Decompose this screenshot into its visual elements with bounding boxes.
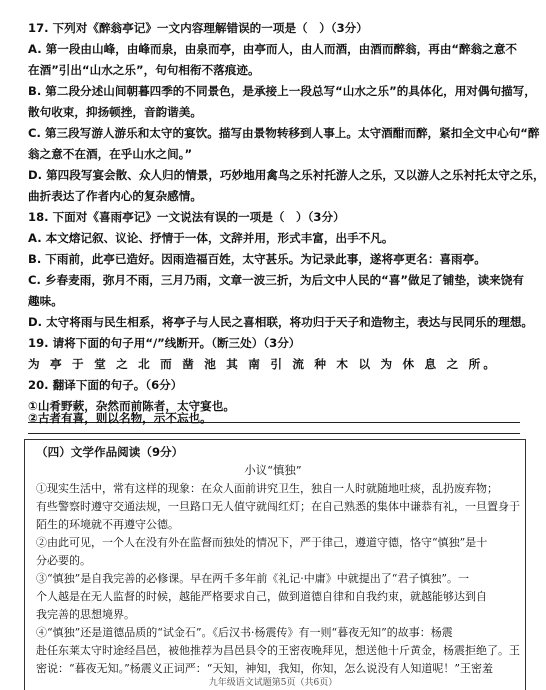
- q18-stem: 18. 下面对《喜雨亭记》一文说法有误的一项是（ ）（3分）: [28, 210, 345, 224]
- q19-stem: 19. 请将下面的句子用“/”线断开。（断三处）（3分）: [28, 336, 301, 350]
- q20-stem: 20. 翻译下面的句子。（6分）: [28, 378, 183, 392]
- q18-option-c-line1: C. 乡春麦雨，弥月不雨，三月乃雨，文章一波三折，为后文中人民的“喜”做足了铺垫，读来饶有: [28, 273, 524, 287]
- page-footer: 九年级语文试题第5页（共6页）: [208, 678, 338, 688]
- q17-option-a-line2: 在酒”引出“山水之乐”，句句相衔不落痕迹。: [28, 63, 260, 77]
- q17-option-b-line1: B. 第二段分述山间朝暮四季的不同景色，是承接上一段总写“山水之乐”的具体化，用对偶句描写，: [28, 84, 536, 98]
- q18-option-b: B. 下雨前，此亭已造好。因雨造福百姓，太守甚乐。为记录此事，遂将亭更名：喜雨亭。: [28, 252, 486, 266]
- article-p1-line3: 陌生的环境就不再遵守公德。: [36, 518, 179, 531]
- q17-option-b-line2: 散句收束，抑扬顿挫，音韵谐美。: [28, 105, 202, 119]
- q18-option-a: A. 本文熔记叙、议论、抒情于一体，文辞并用，形式丰富，出手不凡。: [28, 231, 394, 245]
- answer-line-2: [28, 433, 520, 434]
- q17-option-c-line2: 翁之意不在酒，在乎山水之间。”: [28, 147, 193, 161]
- q18-option-c-line2: 趣味。: [28, 294, 63, 308]
- q17-option-a-line1: A. 第一段由山峰，由峰而泉，由泉而亭，由亭而人，由人而酒，由酒而醉翁，再由“醉翁之意不: [28, 42, 518, 56]
- article-p3-line1: ③“慎独”是自我完善的必修课。早在两千多年前《礼记·中庸》中就提出了“君子慎独”。一: [36, 572, 469, 585]
- q17-option-d-line1: D. 第四段写宴会散、众人归的情景，巧妙地用禽鸟之乐衬托游人之乐，又以游人之乐衬托太守之乐，: [28, 168, 545, 182]
- q17-option-d-line2: 曲折表达了作者内心的复杂感情。: [28, 189, 202, 203]
- article-p4-line1: ④“慎独”还是道德品质的“试金石”。《后汉书·杨震传》有一则“暮夜无知”的故事：杨震: [36, 626, 453, 639]
- article-title: 小议“慎独”: [244, 463, 302, 477]
- q18-option-d: D. 太守将雨与民生相系，将亭子与人民之喜相联，将功归于天子和造物主，表达与民同乐的理想。: [28, 315, 534, 329]
- article-p4-line3: 密说：“暮夜无知。”杨震义正词严：“天知，神知，我知，你知，怎么说没有人知道呢！”王密羞: [36, 662, 493, 675]
- section4-heading: （四）文学作品阅读（9分）: [36, 445, 184, 459]
- q17-stem: 17. 下列对《醉翁亭记》一文内容理解错误的一项是（ ）（3分）: [28, 21, 368, 35]
- article-p2-line1: ②由此可见，一个人在没有外在监督而独处的情况下，严于律己，遵道守德，恪守“慎独”是十: [36, 536, 488, 549]
- article-p2-line2: 分必要的。: [36, 554, 91, 567]
- article-p3-line3: 我完善的思想境界。: [36, 608, 135, 621]
- article-p1-line2: 有些警察时遵守交通法规，一旦路口无人值守就闯红灯；在自己熟悉的集体中谦恭有礼，一旦置身于: [36, 500, 520, 513]
- q19-sentence: 为 亭 于 堂 之 北 而 凿 池 其 南 引 流 种 木 以 为 休 息 之 所。: [28, 357, 499, 371]
- article-p1-line1: ①现实生活中，常有这样的现象：在众人面前讲究卫生，独自一人时就随地吐痰，乱扔废弃物；: [36, 482, 498, 495]
- q17-option-c-line1: C. 第三段写游人游乐和太守的宴饮。描写由景物转移到人事上。太守酒酣而醉，紧扣全文中心句“醉: [28, 126, 540, 140]
- q20-item-1: ①山肴野蔌，杂然而前陈者，太守宴也。: [28, 399, 235, 413]
- article-p4-line2: 赴任东莱太守时途经昌邑，被他推荐为昌邑县令的王密夜晚拜见，想送他十斤黄金，杨震拒绝了。王: [36, 644, 520, 657]
- article-p3-line2: 个人越是在无人监督的时候，越能严格要求自己，做到道德自律和自我约束，就越能够达到自: [36, 590, 487, 603]
- q20-item-2: ②古者有喜，则以名物，示不忘也。: [28, 411, 212, 425]
